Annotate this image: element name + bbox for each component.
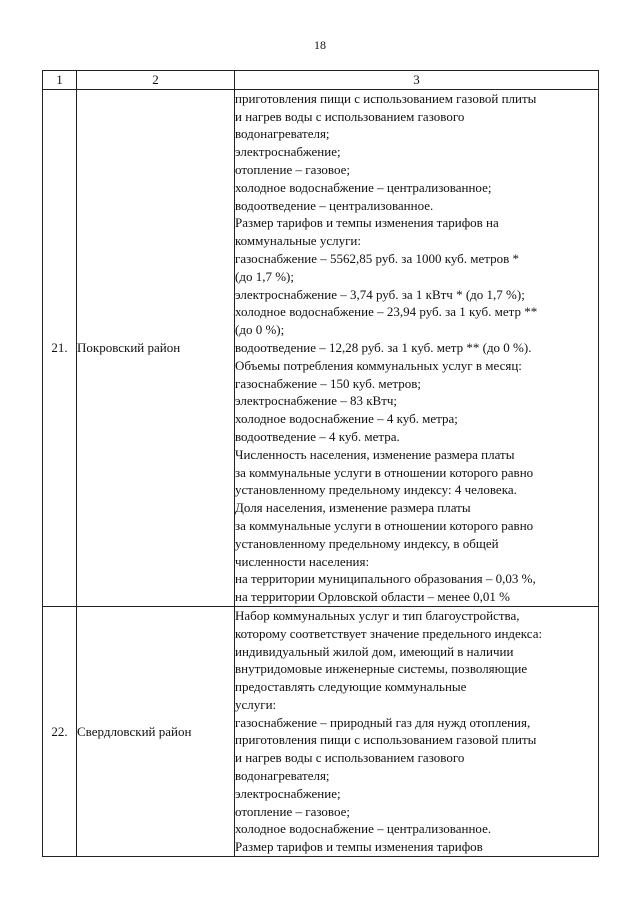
description-line: за коммунальные услуги в отношении которого равно [235, 464, 534, 480]
row-description [235, 89, 599, 606]
description-line: и нагрев воды с использованием газового [235, 108, 465, 124]
description-line: на территории муниципального образования – 0,03 %, [235, 571, 536, 587]
description-line: на территории Орловской области – менее 0,01 % [235, 589, 510, 605]
description-line: холодное водоснабжение – централизованное. [235, 821, 492, 837]
description-line: за коммунальные услуги в отношении которого равно [235, 517, 534, 533]
description-line: внутридомовые инженерные системы, позволяющие [235, 661, 528, 677]
description-line: отопление – газовое; [235, 803, 350, 819]
description-line: электроснабжение; [235, 144, 341, 160]
table-row [43, 89, 599, 606]
description-line: (до 1,7 %); [235, 268, 294, 284]
description-line: газоснабжение – природный газ для нужд отопления, [235, 714, 531, 730]
description-line: установленному предельному индексу: 4 человека. [235, 482, 517, 498]
description-line: Размер тарифов и темпы изменения тарифов на [235, 215, 499, 231]
district-name: Покровский район [77, 89, 235, 606]
table-row [43, 606, 599, 856]
description-line: Численность населения, изменение размера платы [235, 446, 515, 462]
description-line: индивидуальный жилой дом, имеющий в наличии [235, 643, 514, 659]
description-line: холодное водоснабжение – централизованное; [235, 179, 492, 195]
description-line: газоснабжение – 150 куб. метров; [235, 375, 421, 391]
description-line: холодное водоснабжение – 23,94 руб. за 1 куб. метр ** [235, 304, 538, 320]
description-line: газоснабжение – 5562,85 руб. за 1000 куб. метров * [235, 250, 520, 266]
description-line: водоотведение – 12,28 руб. за 1 куб. метр ** (до 0 %). [235, 339, 532, 355]
description-line: Доля населения, изменение размера платы [235, 500, 471, 516]
header-cell-1: 1 [43, 71, 77, 90]
description-line: водонагревателя; [235, 126, 330, 142]
description-line: (до 0 %); [235, 322, 285, 338]
description-line: приготовления пищи с использованием газовой плиты [235, 732, 537, 748]
description-line: коммунальные услуги: [235, 233, 361, 249]
description-line: услуги: [235, 696, 277, 712]
row-number: 21. [43, 89, 77, 606]
description-line: водоотведение – 4 куб. метра. [235, 428, 400, 444]
row-number: 22. [43, 606, 77, 856]
description-line: отопление – газовое; [235, 161, 350, 177]
district-name: Свердловский район [77, 606, 235, 856]
description-line: которому соответствует значение предельного индекса: [235, 625, 543, 641]
description-line: электроснабжение – 3,74 руб. за 1 кВтч * (до 1,7 %); [235, 286, 525, 302]
description-line: Объемы потребления коммунальных услуг в месяц: [235, 357, 522, 373]
header-cell-3: 3 [235, 71, 599, 90]
description-line: водоотведение – централизованное. [235, 197, 434, 213]
page-number: 18 [314, 38, 326, 52]
description-line: и нагрев воды с использованием газового [235, 750, 465, 766]
description-line: численности населения: [235, 553, 370, 569]
description-line: холодное водоснабжение – 4 куб. метра; [235, 411, 458, 427]
description-line: предоставлять следующие коммунальные [235, 679, 467, 695]
header-cell-2: 2 [77, 71, 235, 90]
description-line: электроснабжение – 83 кВтч; [235, 393, 398, 409]
description-line: электроснабжение; [235, 785, 341, 801]
row-description [235, 606, 599, 856]
description-line: Размер тарифов и темпы изменения тарифов [235, 839, 483, 855]
description-line: установленному предельному индексу, в общей [235, 535, 499, 551]
description-line: водонагревателя; [235, 768, 330, 784]
description-line: Набор коммунальных услуг и тип благоустройства, [235, 607, 520, 623]
table-header-row [43, 71, 599, 90]
tariff-table [42, 70, 599, 857]
description-line: приготовления пищи с использованием газовой плиты [235, 90, 537, 106]
